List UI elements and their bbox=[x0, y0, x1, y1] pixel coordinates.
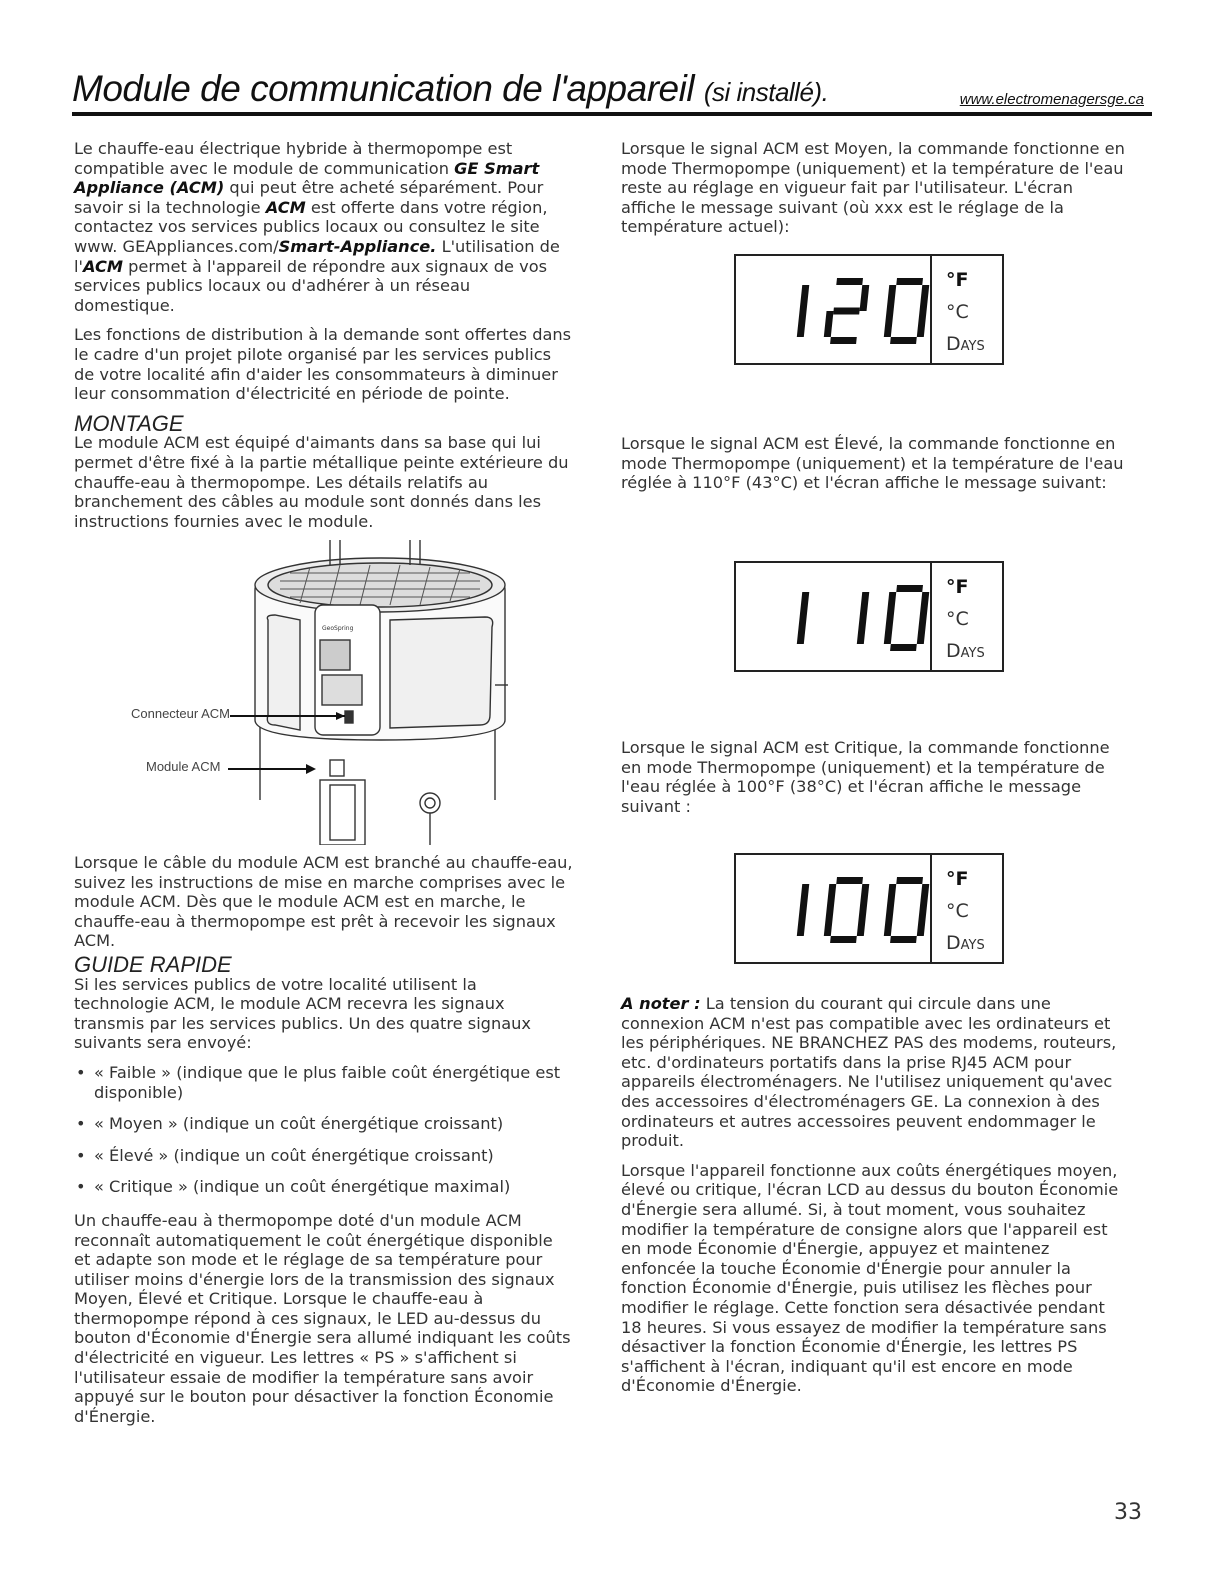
unit-celsius: °C bbox=[946, 608, 969, 630]
unit-days: Days bbox=[946, 640, 985, 662]
signal-list bbox=[74, 1063, 574, 1197]
segment-d bbox=[890, 337, 917, 344]
segment-a bbox=[836, 877, 863, 884]
page-title-text: Module de communication de l'appareil bbox=[72, 68, 695, 109]
guide-paragraph: Si les services publics de votre localité utilisent la technologie ACM, le module ACM recevra les signaux transmis par les services publics. Un des quatre signaux suivants sera envoyé: bbox=[74, 974, 531, 1053]
segment-b bbox=[920, 285, 930, 311]
pilot-paragraph: Les fonctions de distribution à la demande sont offertes dans le cadre d'un projet pilote organisé par les services publics de votre localité afin d'aider les consommateurs à diminuer leur consommation d'électricité en période de pointe. bbox=[74, 325, 572, 404]
list-item: • « Critique » (indique un coût énergétique maximal) bbox=[74, 1177, 574, 1197]
guide-heading: GUIDE RAPIDE bbox=[74, 951, 232, 977]
note-label: A noter : bbox=[621, 994, 701, 1013]
segment-a bbox=[896, 278, 923, 285]
segment-b bbox=[920, 884, 930, 910]
segment-a bbox=[896, 585, 923, 592]
segment-e bbox=[824, 311, 834, 337]
segment-f bbox=[887, 592, 897, 618]
list-item: • « Moyen » (indique un coût énergétique croissant) bbox=[74, 1114, 574, 1134]
list-item: • « Élevé » (indique un coût énergétique croissant) bbox=[74, 1146, 574, 1166]
lcd-display-110 bbox=[734, 561, 1004, 672]
unit-celsius: °C bbox=[946, 900, 969, 922]
module-label: Module ACM bbox=[146, 759, 221, 774]
segment-d bbox=[890, 644, 917, 651]
lcd-digit bbox=[883, 585, 930, 651]
montage-paragraph: Le module ACM est équipé d'aimants dans sa base qui lui permet d'être fixé à la partie métallique peinte extérieure du chauffe-eau à thermopompe. Les détails relatifs au branchement des câbles au module sont donnés dans les instructions fournies avec le module. bbox=[74, 433, 569, 531]
segment-b bbox=[920, 592, 930, 618]
segment-b bbox=[860, 884, 870, 910]
segment-f bbox=[827, 884, 837, 910]
intro-paragraph: Le chauffe-eau électrique hybride à thermopompe est compatible avec le module de communication GE Smart Appliance (ACM) qui peut être acheté séparément. Pour savoir si la technologie ACM est offerte dans votre région, contactez vos services publics locaux ou consultez le site www. GEAppliances.com/Smart-Appliance. L'utilisation de l'ACM permet à l'appareil de répondre aux signaux de vos services publics locaux ou d'adhérer à un réseau domestique. bbox=[74, 139, 560, 315]
cable-paragraph: Lorsque le câble du module ACM est branché au chauffe-eau, suivez les instructions de mise en marche comprises avec le module ACM. Dès que le module ACM est en marche, le chauffe-eau à thermopompe est prêt à recevoir les signaux ACM. bbox=[74, 853, 573, 951]
segment-e bbox=[884, 311, 894, 337]
segment-g bbox=[833, 308, 860, 315]
segment-b bbox=[800, 592, 810, 618]
last-paragraph: Lorsque l'appareil fonctionne aux coûts énergétiques moyen, élevé ou critique, l'écran LCD au dessus du bouton Économie d'Énergie sera allumé. Si, à tout moment, vous souhaitez modifier la température de consigne alors que l'appareil est en mode Économie d'Énergie, appuyez et maintenez enfoncée la touche Économie d'Énergie pour annuler la fonction Économie d'Énergie, puis utilisez les flèches pour modifier le réglage. Cette fonction sera désactivée pendant 18 heures. Si vous essayez de modifier la température sans désactiver la fonction Économie d'Énergie, les lettres PS s'affichent à l'écran, indiquant qu'il est encore en mode d'Économie d'Énergie. bbox=[621, 1160, 1119, 1396]
segment-f bbox=[887, 884, 897, 910]
lcd-digit bbox=[823, 278, 870, 344]
lcd-digit bbox=[883, 877, 930, 943]
page-title bbox=[72, 68, 828, 110]
segment-f bbox=[887, 285, 897, 311]
segment-c bbox=[917, 618, 927, 644]
right-column-lower bbox=[621, 994, 1129, 1406]
unit-fahrenheit: °F bbox=[946, 269, 969, 291]
lcd-digits bbox=[736, 855, 932, 962]
segment-e bbox=[884, 618, 894, 644]
segment-c bbox=[857, 910, 867, 936]
lcd-display-120 bbox=[734, 254, 1004, 365]
segment-b bbox=[860, 285, 870, 311]
water-heater-illustration bbox=[140, 535, 520, 845]
unit-days: Days bbox=[946, 333, 985, 355]
header-rule bbox=[72, 112, 1152, 116]
unit-fahrenheit: °F bbox=[946, 576, 969, 598]
segment-a bbox=[896, 877, 923, 884]
lcd-digits bbox=[736, 256, 932, 363]
page-title-suffix: (si installé). bbox=[703, 77, 829, 107]
lcd-digit bbox=[797, 884, 809, 936]
note-paragraph: A noter : La tension du courant qui circule dans une connexion ACM n'est pas compatible avec les ordinateurs et les périphériques. NE BRANCHEZ PAS des modems, routeurs, etc. d'ordinateurs portatifs dans la prise RJ45 ACM pour appareils électroménagers. Ne l'utilisez uniquement qu'avec des accessoires d'électroménagers GE. La connexion à des ordinateurs et autres accessoires peuvent endommager le produit. bbox=[621, 994, 1117, 1151]
final-paragraph: Un chauffe-eau à thermopompe doté d'un module ACM reconnaît automatiquement le coût énergétique disponible et adapte son mode et le réglage de sa température pour utiliser moins d'énergie lors de la transmission des signaux Moyen, Élevé et Critique. Lorsque le chauffe-eau à thermopompe répond à ces signaux, le LED au-dessus du bouton d'Économie d'Énergie sera allumé indiquant les coûts d'électricité en vigueur. Les lettres « PS » s'affichent si l'utilisateur essaie de modifier la température sans avoir appuyé sur le bouton pour désactiver la fonction Économie d'Énergie. bbox=[74, 1210, 571, 1426]
website-link[interactable]: www.electromenagersge.ca bbox=[959, 91, 1144, 108]
segment-d bbox=[890, 936, 917, 943]
segment-a bbox=[836, 278, 863, 285]
segment-b bbox=[860, 592, 870, 618]
unit-fahrenheit: °F bbox=[946, 868, 969, 890]
panel-brand-text: GeoSpring bbox=[322, 625, 354, 632]
segment-c bbox=[857, 618, 867, 644]
segment-c bbox=[797, 618, 807, 644]
segment-b bbox=[800, 285, 810, 311]
list-item: • « Faible » (indique que le plus faible coût énergétique est disponible) bbox=[74, 1063, 574, 1102]
lcd-display-100 bbox=[734, 853, 1004, 964]
unit-days: Days bbox=[946, 932, 985, 954]
moyen-paragraph: Lorsque le signal ACM est Moyen, la commande fonctionne en mode Thermopompe (uniquement) et la température de l'eau reste au réglage en vigueur fait par l'utilisateur. L'écran affiche le message suivant (où xxx est le réglage de la température actuel): bbox=[621, 139, 1125, 237]
page-header bbox=[72, 66, 1152, 116]
critique-paragraph: Lorsque le signal ACM est Critique, la commande fonctionne en mode Thermopompe (uniquement) et la température de l'eau réglée à 100°F (38°C) et l'écran affiche le message suivant : bbox=[621, 738, 1110, 816]
lcd-digit bbox=[883, 278, 930, 344]
lcd-digits bbox=[736, 563, 932, 670]
segment-b bbox=[800, 884, 810, 910]
unit-celsius: °C bbox=[946, 301, 969, 323]
segment-c bbox=[917, 910, 927, 936]
segment-d bbox=[830, 337, 857, 344]
left-column-lower bbox=[74, 853, 574, 1436]
segment-c bbox=[797, 311, 807, 337]
segment-c bbox=[917, 311, 927, 337]
lcd-digit bbox=[857, 592, 869, 644]
segment-c bbox=[797, 910, 807, 936]
connector-label: Connecteur ACM bbox=[131, 706, 230, 721]
eleve-paragraph: Lorsque le signal ACM est Élevé, la commande fonctionne en mode Thermopompe (uniquement) et la température de l'eau réglée à 110°F (43°C) et l'écran affiche le message suivant: bbox=[621, 434, 1124, 493]
lcd-digit bbox=[823, 877, 870, 943]
montage-heading: MONTAGE bbox=[74, 410, 184, 436]
left-column bbox=[74, 139, 574, 541]
page-number: 33 bbox=[1114, 1500, 1142, 1525]
lcd-digit bbox=[797, 285, 809, 337]
segment-d bbox=[830, 936, 857, 943]
lcd-digit bbox=[797, 592, 809, 644]
segment-e bbox=[824, 910, 834, 936]
segment-e bbox=[884, 910, 894, 936]
